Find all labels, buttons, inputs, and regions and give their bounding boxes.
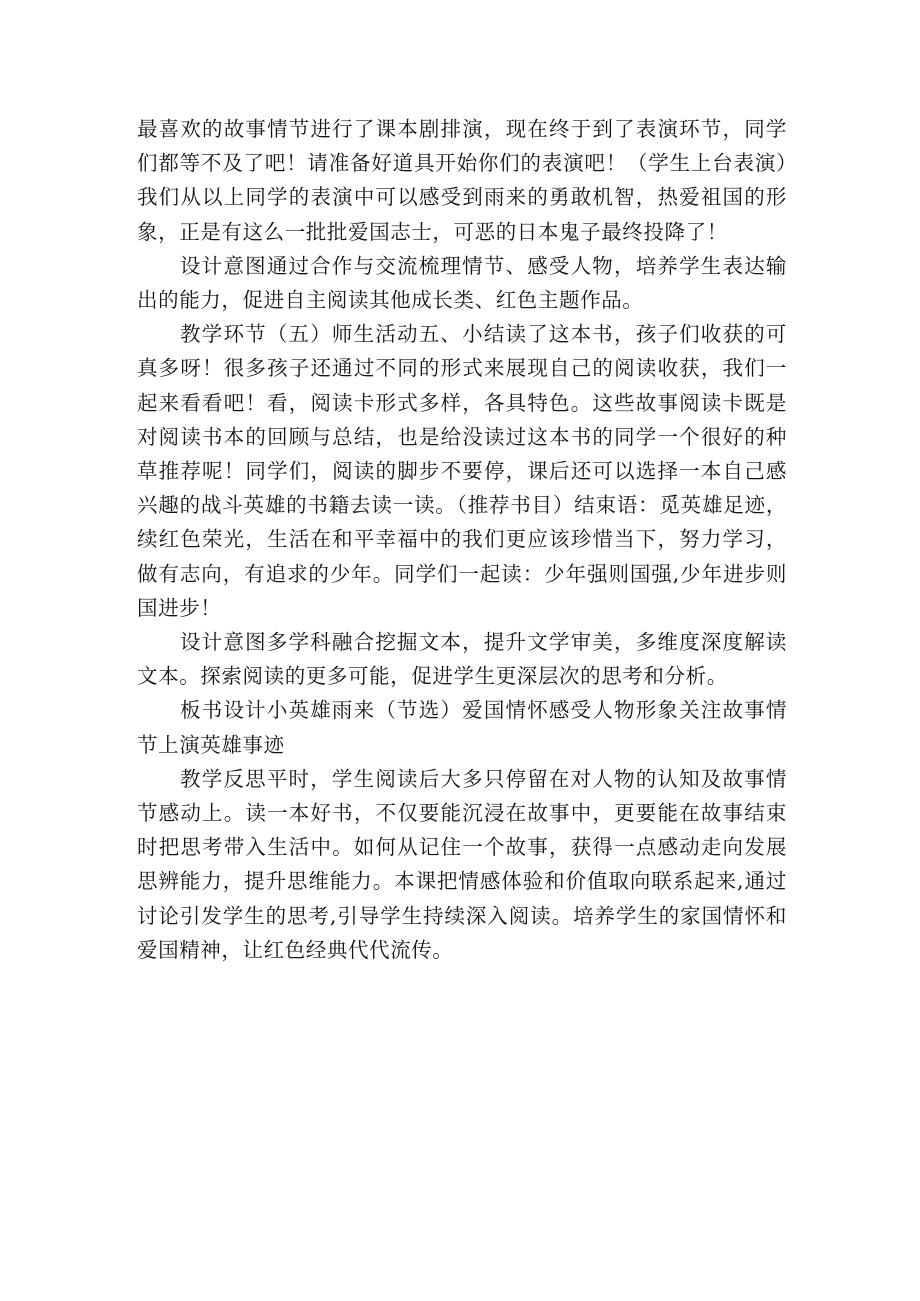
paragraph-design-intent-1: 设计意图通过合作与交流梳理情节、感受人物，培养学生表达输出的能力，促进自主阅读其他成长类、红色主题作品。 — [137, 253, 787, 313]
paragraph-teaching-reflection: 教学反思平时，学生阅读后大多只停留在对人物的认知及故事情节感动上。读一本好书，不仅要能沉浸在故事中，更要能在故事结束时把思考带入生活中。如何从记住一个故事，获得一点感动走向发展思辨能力，提升思维能力。本课把情感体验和价值取向联系起来,通过讨论引发学生的思考,引导学生持续深入阅读。培养学生的家国情怀和爱国精神，让红色经典代代流传。 — [137, 766, 787, 962]
document-body — [137, 112, 787, 967]
paragraph-blackboard-design: 板书设计小英雄雨来（节选）爱国情怀感受人物形象关注故事情节上演英雄事迹 — [137, 698, 787, 757]
paragraph-performance-continuation: 最喜欢的故事情节进行了课本剧排演，现在终于到了表演环节，同学们都等不及了吧！请准备好道具开始你们的表演吧！（学生上台表演）我们从以上同学的表演中可以感受到雨来的勇敢机智，热爱祖国的形象，正是有这么一批批爱国志士，可恶的日本鬼子最终投降了！ — [137, 117, 787, 244]
paragraph-design-intent-2: 设计意图多学科融合挖掘文本，提升文学审美，多维度深度解读文本。探索阅读的更多可能，促进学生更深层次的思考和分析。 — [137, 630, 787, 689]
paragraph-teaching-step-5: 教学环节（五）师生活动五、小结读了这本书，孩子们收获的可真多呀！很多孩子还通过不同的形式来展现自己的阅读收获，我们一起来看看吧！看，阅读卡形式多样，各具特色。这些故事阅读卡既是对阅读书本的回顾与总结，也是给没读过这本书的同学一个很好的种草推荐呢！同学们，阅读的脚步不要停，课后还可以选择一本自己感兴趣的战斗英雄的书籍去读一读。（推荐书目）结束语：觅英雄足迹，续红色荣光，生活在和平幸福中的我们更应该珍惜当下，努力学习，做有志向，有追求的少年。同学们一起读：少年强则国强,少年进步则国进步！ — [137, 322, 787, 620]
